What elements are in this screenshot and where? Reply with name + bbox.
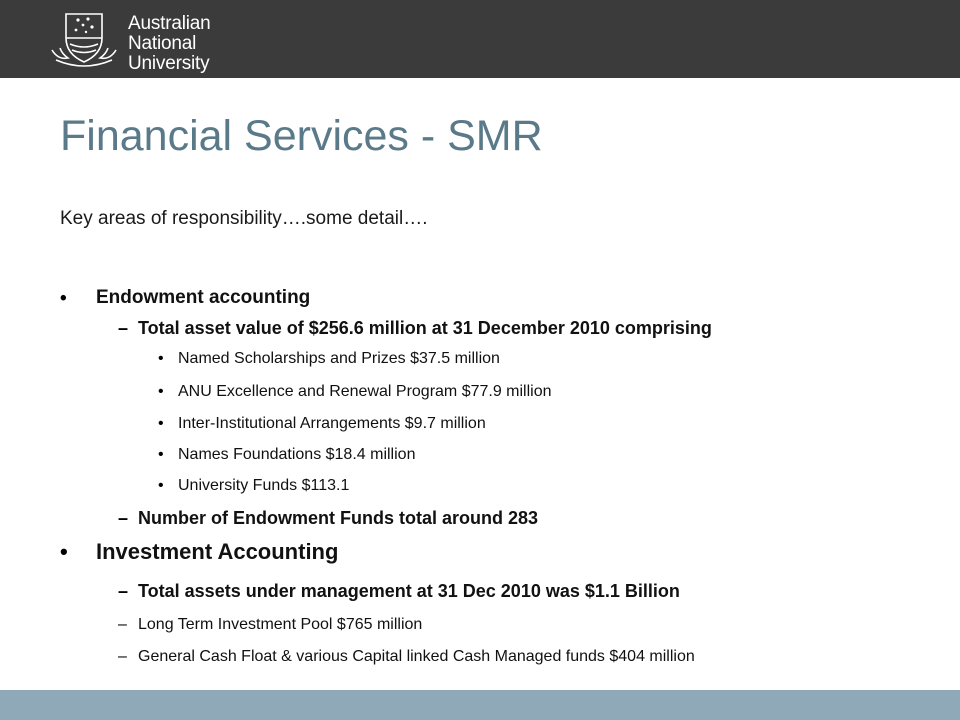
footer-bar	[0, 690, 960, 720]
endowment-subitem: Inter-Institutional Arrangements $9.7 million	[178, 415, 486, 432]
logo-line-2: National	[128, 33, 197, 54]
dash-marker: –	[118, 648, 127, 665]
endowment-subitem: ANU Excellence and Renewal Program $77.9 million	[178, 383, 552, 400]
logo-line-3: University	[128, 53, 210, 74]
endowment-subitem: Named Scholarships and Prizes $37.5 million	[178, 350, 500, 367]
section-heading-endowment: Endowment accounting	[96, 287, 311, 308]
dash-marker: –	[118, 616, 127, 633]
endowment-subitem: University Funds $113.1	[178, 477, 350, 494]
header-bar	[0, 0, 960, 78]
dash-marker: –	[118, 318, 129, 338]
investment-total-assets: Total assets under management at 31 Dec 2010 was $1.1 Billion	[138, 581, 680, 601]
bullet-marker: •	[60, 288, 67, 309]
sub-bullet-marker: •	[158, 383, 164, 400]
bullet-marker: •	[60, 539, 68, 564]
endowment-fund-count: Number of Endowment Funds total around 283	[138, 508, 539, 528]
sub-bullet-marker: •	[158, 446, 164, 463]
section-heading-investment: Investment Accounting	[96, 539, 339, 564]
slide-title: Financial Services - SMR	[60, 112, 543, 160]
sub-bullet-marker: •	[158, 415, 164, 432]
slide-subtitle: Key areas of responsibility….some detail….	[60, 208, 428, 229]
logo-line-1: Australian	[128, 13, 211, 34]
sub-bullet-marker: •	[158, 350, 164, 367]
sub-bullet-marker: •	[158, 477, 164, 494]
endowment-total-asset: Total asset value of $256.6 million at 31 December 2010 comprising	[138, 318, 712, 338]
logo-wordmark	[128, 14, 211, 74]
anu-crest-icon	[48, 10, 120, 68]
endowment-subitem: Names Foundations $18.4 million	[178, 446, 416, 463]
dash-marker: –	[118, 508, 129, 528]
dash-marker: –	[118, 581, 129, 601]
investment-cash-float: General Cash Float & various Capital linked Cash Managed funds $404 million	[138, 648, 695, 665]
investment-long-term-pool: Long Term Investment Pool $765 million	[138, 616, 423, 633]
